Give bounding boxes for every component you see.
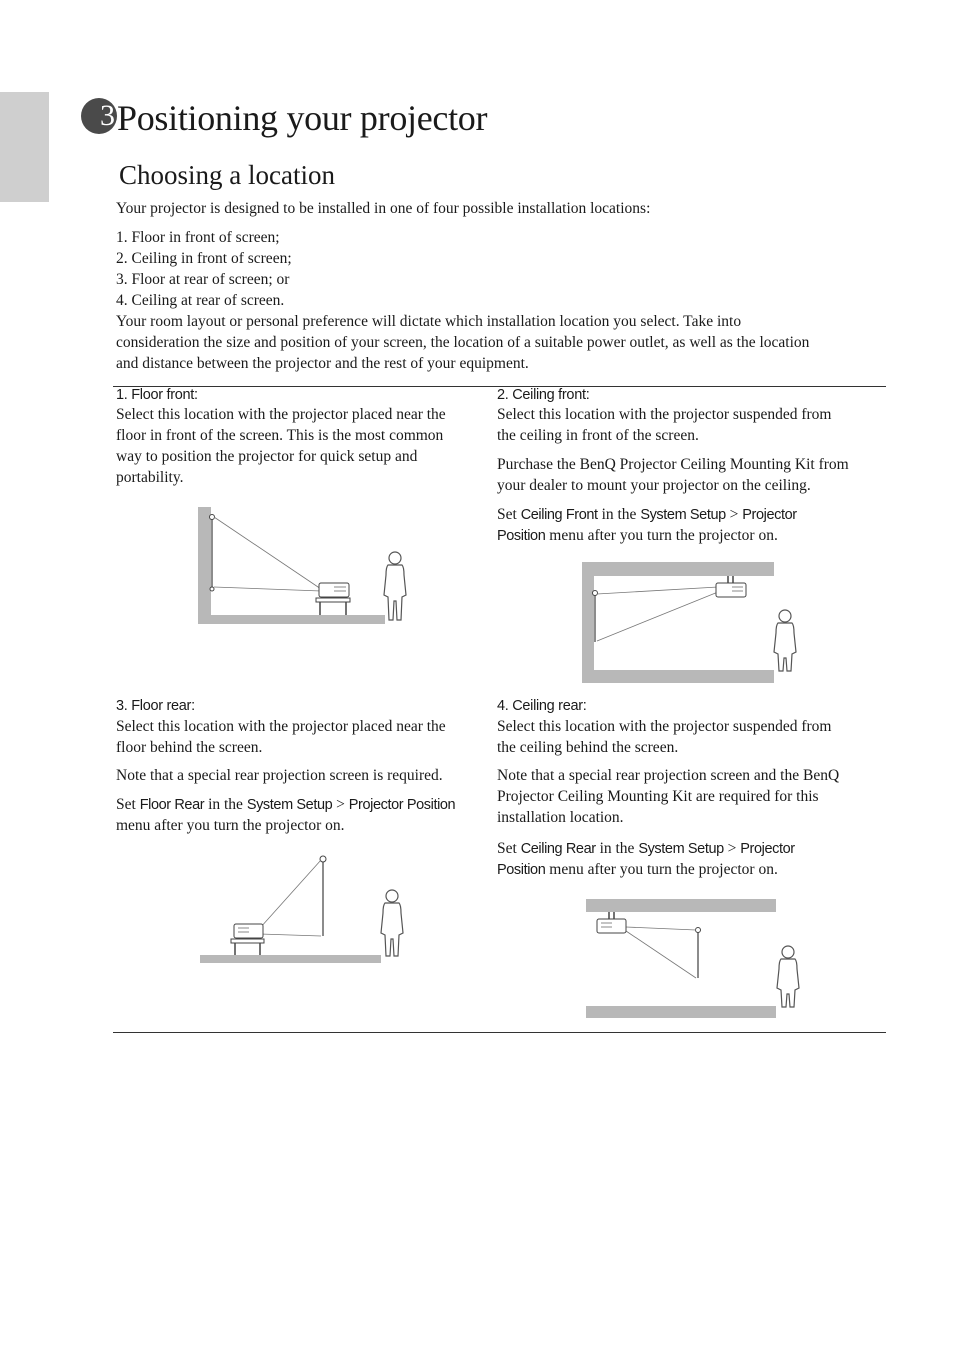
menu-label: System Setup — [640, 507, 726, 523]
ceiling-rear-note: Projector Ceiling Mounting Kit are required for this — [497, 788, 819, 805]
list-item: 3. Floor at rear of screen; or — [116, 271, 290, 288]
chapter-title: Positioning your projector — [117, 98, 488, 138]
ceiling-front-set-instruction: Set Ceiling Front in the System Setup > Projector — [497, 506, 797, 523]
location-list — [116, 227, 292, 311]
floor-rear-line: Select this location with the projector placed near the — [116, 718, 446, 735]
floor-front-line: way to position the projector for quick setup and — [116, 448, 418, 465]
submenu-label: Projector — [742, 507, 797, 523]
list-item: 4. Ceiling at rear of screen. — [116, 292, 285, 309]
intro-text: Your projector is designed to be installed in one of four possible installation locations: — [116, 200, 651, 217]
floor-rear-set-instruction: Set Floor Rear in the System Setup > Projector Position — [116, 796, 456, 813]
floor-front-line: Select this location with the projector placed near the — [116, 406, 446, 423]
ceiling-rear-note: Note that a special rear projection screen and the BenQ — [497, 767, 840, 784]
chapter-number-badge: 3 — [81, 98, 117, 134]
menu-label: System Setup — [638, 841, 724, 857]
ceiling-front-set-instruction-cont: Position menu after you turn the projector on. — [497, 527, 778, 544]
ceiling-front-kit-line: Purchase the BenQ Projector Ceiling Mounting Kit from — [497, 456, 849, 473]
ceiling-front-line: Select this location with the projector suspended from — [497, 406, 832, 423]
floor-front-heading: 1. Floor front: — [116, 387, 198, 403]
list-item: 1. Floor in front of screen; — [116, 229, 280, 246]
ceiling-rear-set-instruction: Set Ceiling Rear in the System Setup > Projector — [497, 840, 795, 857]
menu-item-label: Ceiling Rear — [520, 841, 596, 857]
list-item: 2. Ceiling in front of screen; — [116, 250, 292, 267]
floor-rear-note: Note that a special rear projection screen is required. — [116, 767, 443, 784]
layout-line: and distance between the projector and the rest of your equipment. — [116, 355, 529, 372]
menu-item-label: Ceiling Front — [520, 507, 598, 523]
chapter-tab — [0, 92, 49, 202]
section-title: Choosing a location — [119, 160, 335, 190]
bottom-divider — [113, 1032, 886, 1033]
floor-front-diagram — [198, 505, 413, 627]
floor-rear-diagram — [198, 852, 413, 966]
menu-label: System Setup — [246, 797, 333, 813]
ceiling-rear-diagram — [584, 897, 804, 1021]
ceiling-rear-line: the ceiling behind the screen. — [497, 739, 679, 756]
submenu-label: Position — [497, 528, 546, 544]
ceiling-front-heading: 2. Ceiling front: — [497, 387, 590, 403]
floor-rear-set-instruction-cont: menu after you turn the projector on. — [116, 817, 345, 834]
floor-rear-line: floor behind the screen. — [116, 739, 263, 756]
submenu-label: Position — [497, 862, 546, 878]
menu-item-label: Floor Rear — [139, 797, 205, 813]
ceiling-rear-note: installation location. — [497, 809, 624, 826]
ceiling-front-line: the ceiling in front of the screen. — [497, 427, 699, 444]
floor-rear-heading: 3. Floor rear: — [116, 698, 195, 714]
ceiling-rear-set-instruction-cont: Position menu after you turn the projector on. — [497, 861, 778, 878]
ceiling-rear-heading: 4. Ceiling rear: — [497, 698, 587, 714]
layout-line: consideration the size and position of your screen, the location of a suitable power outlet, as well as the location — [116, 334, 810, 351]
ceiling-front-diagram — [582, 562, 802, 684]
ceiling-front-kit-line: your dealer to mount your projector on the ceiling. — [497, 477, 811, 494]
floor-front-line: portability. — [116, 469, 184, 486]
floor-front-line: floor in front of the screen. This is the most common — [116, 427, 444, 444]
submenu-label: Projector — [740, 841, 795, 857]
ceiling-rear-line: Select this location with the projector suspended from — [497, 718, 832, 735]
layout-line: Your room layout or personal preference will dictate which installation location you select. Take into — [116, 313, 742, 330]
submenu-label: Projector Position — [348, 797, 456, 813]
